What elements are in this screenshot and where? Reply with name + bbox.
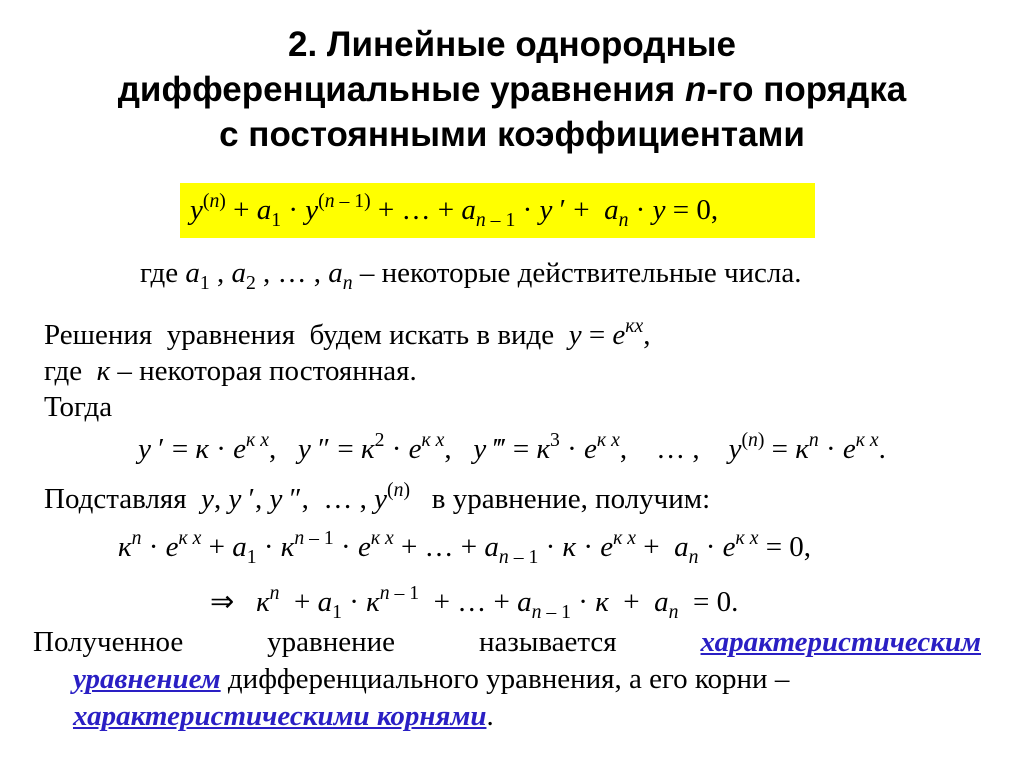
term-characteristic: характеристическим <box>700 626 981 658</box>
title-line-2-n: n <box>684 70 707 109</box>
main-equation: $y^{(n)} + a_1 \cdot y^{(n - 1)}$ + … + $a_{n - 1} \cdot y$ ′ + $a_n \cdot y = 0$, <box>180 183 815 238</box>
conclusion-text-2: дифференциального уравнения, а его корни – <box>220 663 790 695</box>
title-line-2-a: дифференциальные уравнения <box>117 70 685 109</box>
slide-title <box>0 22 1024 157</box>
title-line-2-b: -го порядка <box>706 70 907 109</box>
title-line-3: с постоянными коэффициентами <box>219 115 805 154</box>
conclusion-text-3: . <box>486 700 494 732</box>
substituted-equation: $к^n \cdot e^{к x} + a_1 \cdot к^{n - 1} \cdot e^{к x}$ + … + $a_{n - 1} \cdot к \cdot e^{к x} + a_n \cdot e^{к x} = 0$, <box>118 526 812 568</box>
term-characteristic-roots: характеристическими корнями <box>73 700 487 732</box>
conclusion-paragraph <box>33 624 981 735</box>
conclusion-text-1: Полученное уравнение называется <box>33 626 701 658</box>
conclusion-line-2 <box>33 661 981 698</box>
constant-note: где к – некоторая постоянная. <box>44 355 417 387</box>
conclusion-line-3 <box>33 698 981 735</box>
derivatives-equation: y ′ = $к \cdot e^{к x}$, y ″ = $к^2 \cdot e^{к x}$, y ‴ = $к^3 \cdot e^{к x}$, … , $y^{(n)} = к^n \cdot e^{к x}$. <box>138 428 886 465</box>
solutions-form: Решения уравнения будем искать в виде $y = e^{кx}$, <box>44 314 651 351</box>
term-equation: уравнением <box>73 663 221 695</box>
substitution-sentence: Подставляя y, y ′, y ″, … , $y^{(n)}$ в уравнение, получим: <box>44 478 711 515</box>
title-line-1: 2. Линейные однородные <box>288 25 736 64</box>
where-coefficients: где $a_1$ , $a_2$ , … , $a_n$ – некоторые действительные числа. <box>140 257 802 294</box>
characteristic-equation: ⇒ $к^n + a_1 \cdot к^{n - 1}$ + … + $a_{n - 1} \cdot к + a_n = 0$. <box>210 581 739 623</box>
then-label: Тогда <box>44 391 113 423</box>
title-line-2 <box>0 67 1024 112</box>
conclusion-line-1 <box>33 624 981 661</box>
